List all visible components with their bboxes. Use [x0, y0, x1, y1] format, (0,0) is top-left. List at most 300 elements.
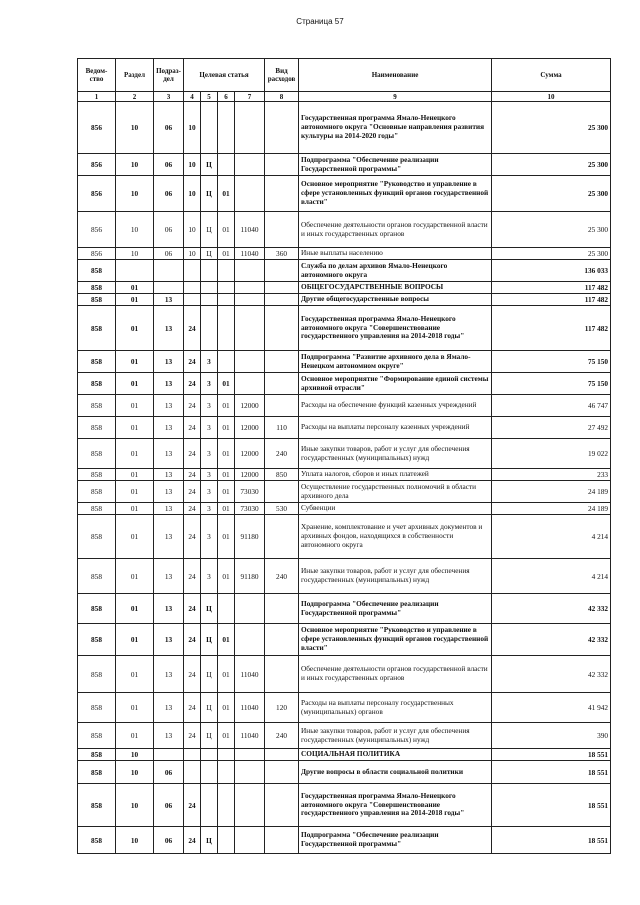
cell-target-program: 24	[184, 624, 201, 656]
cell-name: Подпрограмма "Обеспечение реализации Государственной программы"	[299, 154, 492, 176]
cell-sum: 25 300	[492, 248, 611, 260]
table-row	[78, 373, 611, 395]
cell-razdel: 01	[116, 417, 154, 439]
cell-name: Государственная программа Ямало-Ненецкого автономного округа "Совершенствование государственного управления на 2014-2018 годы"	[299, 784, 492, 827]
table-row	[78, 248, 611, 260]
cell-sum: 42 332	[492, 594, 611, 624]
cell-razdel: 01	[116, 306, 154, 351]
cell-target-event	[218, 761, 235, 784]
cell-expense-type	[265, 749, 299, 761]
table-row	[78, 761, 611, 784]
cell-podrazdel: 13	[154, 373, 184, 395]
cell-target-event: 01	[218, 417, 235, 439]
cell-target-subprogram: 3	[201, 417, 218, 439]
cell-expense-type	[265, 624, 299, 656]
cell-target-event: 01	[218, 693, 235, 723]
cell-expense-type: 850	[265, 469, 299, 481]
cell-name: Расходы на выплаты персоналу государственных (муниципальных) органов	[299, 693, 492, 723]
table-row	[78, 395, 611, 417]
cell-razdel: 01	[116, 503, 154, 515]
cell-expense-type	[265, 784, 299, 827]
table-row	[78, 559, 611, 594]
table-row	[78, 624, 611, 656]
cell-target-program: 24	[184, 784, 201, 827]
cell-expense-type	[265, 395, 299, 417]
cell-podrazdel: 13	[154, 306, 184, 351]
cell-vedomstvo: 858	[78, 481, 116, 503]
cell-target-direction	[235, 594, 265, 624]
cell-name: Уплата налогов, сборов и иных платежей	[299, 469, 492, 481]
cell-razdel: 01	[116, 373, 154, 395]
cell-target-subprogram: Ц	[201, 594, 218, 624]
cell-podrazdel: 13	[154, 503, 184, 515]
cell-podrazdel: 13	[154, 515, 184, 559]
cell-target-event: 01	[218, 559, 235, 594]
cell-target-event	[218, 154, 235, 176]
cell-vedomstvo: 858	[78, 723, 116, 749]
cell-target-event: 01	[218, 248, 235, 260]
cell-name: Расходы на обеспечение функций казенных учреждений	[299, 395, 492, 417]
cell-expense-type	[265, 827, 299, 854]
cell-target-event: 01	[218, 503, 235, 515]
table-row	[78, 469, 611, 481]
cell-target-subprogram	[201, 260, 218, 282]
cell-expense-type	[265, 481, 299, 503]
cell-razdel: 01	[116, 693, 154, 723]
cell-target-direction: 11040	[235, 212, 265, 248]
cell-target-event	[218, 102, 235, 154]
cell-target-program: 24	[184, 481, 201, 503]
cell-razdel: 10	[116, 761, 154, 784]
table-row	[78, 294, 611, 306]
cell-sum: 136 033	[492, 260, 611, 282]
cell-target-event: 01	[218, 469, 235, 481]
cell-sum: 25 300	[492, 154, 611, 176]
cell-razdel: 10	[116, 827, 154, 854]
cell-target-subprogram: Ц	[201, 248, 218, 260]
cell-target-subprogram: 3	[201, 559, 218, 594]
cell-target-program: 24	[184, 656, 201, 693]
cell-vedomstvo: 858	[78, 351, 116, 373]
cell-podrazdel: 13	[154, 469, 184, 481]
cell-podrazdel: 13	[154, 693, 184, 723]
header-sum: Сумма	[492, 59, 611, 92]
cell-name: Расходы на выплаты персоналу казенных учреждений	[299, 417, 492, 439]
cell-vedomstvo: 858	[78, 395, 116, 417]
table-row	[78, 723, 611, 749]
table-row	[78, 439, 611, 469]
cell-target-program: 24	[184, 439, 201, 469]
header-name: Наименование	[299, 59, 492, 92]
column-number: 1	[78, 92, 116, 102]
cell-target-subprogram	[201, 784, 218, 827]
header-podrazdel: Подраз-дел	[154, 59, 184, 92]
cell-name: Иные закупки товаров, работ и услуг для обеспечения государственных (муниципальных) нужд	[299, 723, 492, 749]
cell-sum: 117 482	[492, 294, 611, 306]
cell-expense-type: 530	[265, 503, 299, 515]
cell-podrazdel: 06	[154, 102, 184, 154]
cell-target-event	[218, 294, 235, 306]
cell-target-program: 10	[184, 176, 201, 212]
cell-target-direction: 91180	[235, 559, 265, 594]
cell-target-subprogram: Ц	[201, 827, 218, 854]
cell-name: Государственная программа Ямало-Ненецкого автономного округа "Основные направления развития культуры на 2014-2020 годы"	[299, 102, 492, 154]
page-label: Страница 57	[296, 17, 344, 26]
cell-name: Основное мероприятие "Руководство и управление в сфере установленных функций органов государственной власти"	[299, 624, 492, 656]
cell-target-direction	[235, 154, 265, 176]
cell-vedomstvo: 858	[78, 373, 116, 395]
cell-vedomstvo: 858	[78, 624, 116, 656]
cell-target-subprogram: 3	[201, 503, 218, 515]
table-row	[78, 656, 611, 693]
cell-name: Государственная программа Ямало-Ненецкого автономного округа "Совершенствование государственного управления на 2014-2018 годы"	[299, 306, 492, 351]
cell-target-event: 01	[218, 439, 235, 469]
cell-target-program	[184, 761, 201, 784]
cell-razdel: 10	[116, 212, 154, 248]
cell-name: Основное мероприятие "Формирование единой системы архивной отрасли"	[299, 373, 492, 395]
table-row	[78, 827, 611, 854]
cell-vedomstvo: 858	[78, 559, 116, 594]
cell-sum: 42 332	[492, 656, 611, 693]
cell-podrazdel: 06	[154, 212, 184, 248]
cell-expense-type: 110	[265, 417, 299, 439]
cell-target-subprogram: 3	[201, 351, 218, 373]
cell-podrazdel: 13	[154, 439, 184, 469]
cell-podrazdel: 13	[154, 417, 184, 439]
cell-sum: 4 214	[492, 515, 611, 559]
cell-expense-type	[265, 594, 299, 624]
cell-target-subprogram	[201, 306, 218, 351]
cell-target-program: 24	[184, 417, 201, 439]
cell-expense-type: 240	[265, 439, 299, 469]
cell-sum: 18 551	[492, 827, 611, 854]
header-target: Целевая статья	[184, 59, 265, 92]
cell-name: Обеспечение деятельности органов государственной власти и иных государственных органов	[299, 212, 492, 248]
cell-target-subprogram	[201, 749, 218, 761]
cell-target-event: 01	[218, 212, 235, 248]
cell-razdel: 10	[116, 176, 154, 212]
table-row	[78, 481, 611, 503]
cell-name: Служба по делам архивов Ямало-Ненецкого автономного округа	[299, 260, 492, 282]
cell-name: ОБЩЕГОСУДАРСТВЕННЫЕ ВОПРОСЫ	[299, 282, 492, 294]
cell-target-event: 01	[218, 373, 235, 395]
cell-sum: 233	[492, 469, 611, 481]
column-number: 2	[116, 92, 154, 102]
cell-target-event	[218, 260, 235, 282]
column-number: 6	[218, 92, 235, 102]
cell-target-direction: 11040	[235, 693, 265, 723]
header-vedomstvo: Ведом-ство	[78, 59, 116, 92]
cell-target-program: 24	[184, 723, 201, 749]
cell-expense-type	[265, 282, 299, 294]
cell-razdel: 10	[116, 784, 154, 827]
cell-sum: 27 492	[492, 417, 611, 439]
cell-podrazdel: 06	[154, 176, 184, 212]
cell-vedomstvo: 856	[78, 102, 116, 154]
cell-razdel: 01	[116, 594, 154, 624]
cell-target-direction: 11040	[235, 723, 265, 749]
table-row	[78, 594, 611, 624]
cell-sum: 18 551	[492, 749, 611, 761]
table-row	[78, 102, 611, 154]
cell-name: Иные закупки товаров, работ и услуг для обеспечения государственных (муниципальных) нужд	[299, 559, 492, 594]
table-row	[78, 212, 611, 248]
table-row	[78, 417, 611, 439]
cell-sum: 24 189	[492, 503, 611, 515]
cell-razdel: 01	[116, 481, 154, 503]
column-number: 5	[201, 92, 218, 102]
cell-target-direction	[235, 306, 265, 351]
cell-target-subprogram	[201, 102, 218, 154]
cell-target-direction	[235, 176, 265, 212]
cell-razdel	[116, 260, 154, 282]
cell-podrazdel: 13	[154, 594, 184, 624]
column-number: 7	[235, 92, 265, 102]
cell-name: Иные закупки товаров, работ и услуг для обеспечения государственных (муниципальных) нужд	[299, 439, 492, 469]
cell-vedomstvo: 858	[78, 282, 116, 294]
cell-vedomstvo: 858	[78, 503, 116, 515]
cell-target-direction: 11040	[235, 656, 265, 693]
cell-target-direction	[235, 761, 265, 784]
cell-razdel: 01	[116, 395, 154, 417]
cell-target-direction	[235, 749, 265, 761]
cell-vedomstvo: 858	[78, 693, 116, 723]
cell-vedomstvo: 858	[78, 417, 116, 439]
cell-target-event: 01	[218, 176, 235, 212]
cell-target-event: 01	[218, 656, 235, 693]
cell-razdel: 01	[116, 351, 154, 373]
cell-podrazdel: 13	[154, 294, 184, 306]
cell-sum: 46 747	[492, 395, 611, 417]
cell-target-program: 24	[184, 515, 201, 559]
cell-target-program: 24	[184, 693, 201, 723]
cell-target-event	[218, 749, 235, 761]
header-vid: Вид расходов	[265, 59, 299, 92]
cell-target-subprogram: 3	[201, 469, 218, 481]
cell-expense-type	[265, 212, 299, 248]
cell-target-direction	[235, 784, 265, 827]
cell-vedomstvo: 858	[78, 656, 116, 693]
cell-expense-type: 240	[265, 723, 299, 749]
cell-target-subprogram: 3	[201, 439, 218, 469]
cell-sum: 25 300	[492, 176, 611, 212]
cell-vedomstvo: 858	[78, 306, 116, 351]
cell-target-subprogram	[201, 282, 218, 294]
cell-target-event: 01	[218, 723, 235, 749]
cell-target-program	[184, 260, 201, 282]
table-row	[78, 154, 611, 176]
cell-name: Иные выплаты населению	[299, 248, 492, 260]
cell-name: Другие общегосударственные вопросы	[299, 294, 492, 306]
cell-expense-type	[265, 176, 299, 212]
table-row	[78, 784, 611, 827]
cell-target-subprogram: Ц	[201, 212, 218, 248]
cell-target-program: 24	[184, 469, 201, 481]
cell-target-subprogram	[201, 761, 218, 784]
cell-target-program: 24	[184, 351, 201, 373]
table-row	[78, 693, 611, 723]
cell-razdel: 10	[116, 102, 154, 154]
cell-podrazdel: 06	[154, 154, 184, 176]
cell-sum: 25 300	[492, 102, 611, 154]
cell-target-direction: 73030	[235, 481, 265, 503]
cell-podrazdel	[154, 282, 184, 294]
cell-target-direction	[235, 827, 265, 854]
cell-target-subprogram: 3	[201, 515, 218, 559]
cell-razdel: 01	[116, 559, 154, 594]
cell-vedomstvo: 858	[78, 469, 116, 481]
cell-target-direction: 91180	[235, 515, 265, 559]
cell-expense-type: 120	[265, 693, 299, 723]
cell-target-event: 01	[218, 481, 235, 503]
cell-vedomstvo: 856	[78, 212, 116, 248]
table-row	[78, 260, 611, 282]
cell-name: Обеспечение деятельности органов государственной власти и иных государственных органов	[299, 656, 492, 693]
cell-podrazdel: 13	[154, 481, 184, 503]
cell-target-program	[184, 294, 201, 306]
cell-target-subprogram	[201, 294, 218, 306]
cell-expense-type	[265, 515, 299, 559]
table-row	[78, 176, 611, 212]
table-row	[78, 503, 611, 515]
cell-expense-type	[265, 154, 299, 176]
cell-podrazdel: 06	[154, 827, 184, 854]
cell-expense-type	[265, 656, 299, 693]
cell-podrazdel: 13	[154, 351, 184, 373]
column-number-row	[78, 92, 611, 102]
cell-target-program: 24	[184, 503, 201, 515]
cell-podrazdel: 13	[154, 559, 184, 594]
cell-target-subprogram: Ц	[201, 176, 218, 212]
cell-expense-type	[265, 102, 299, 154]
cell-sum: 18 551	[492, 761, 611, 784]
cell-podrazdel: 06	[154, 761, 184, 784]
column-number: 3	[154, 92, 184, 102]
cell-target-subprogram: 3	[201, 481, 218, 503]
cell-podrazdel: 13	[154, 723, 184, 749]
table-row	[78, 515, 611, 559]
column-number: 9	[299, 92, 492, 102]
cell-target-subprogram: Ц	[201, 624, 218, 656]
cell-target-subprogram: 3	[201, 395, 218, 417]
cell-name: Хранение, комплектование и учет архивных документов и архивных фондов, находящихся в собственности автономного округа	[299, 515, 492, 559]
cell-sum: 24 189	[492, 481, 611, 503]
cell-razdel: 01	[116, 294, 154, 306]
cell-podrazdel: 06	[154, 248, 184, 260]
cell-target-direction: 11040	[235, 248, 265, 260]
cell-target-program: 24	[184, 827, 201, 854]
cell-target-program: 10	[184, 248, 201, 260]
cell-razdel: 10	[116, 749, 154, 761]
cell-sum: 117 482	[492, 282, 611, 294]
cell-podrazdel	[154, 260, 184, 282]
cell-razdel: 01	[116, 282, 154, 294]
cell-name: Подпрограмма "Развитие архивного дела в Ямало-Ненецком автономном округе"	[299, 351, 492, 373]
cell-target-program: 10	[184, 102, 201, 154]
cell-expense-type	[265, 761, 299, 784]
cell-target-event	[218, 827, 235, 854]
cell-target-program	[184, 749, 201, 761]
cell-expense-type	[265, 306, 299, 351]
cell-target-program: 24	[184, 306, 201, 351]
cell-target-direction: 12000	[235, 439, 265, 469]
header-row	[78, 59, 611, 92]
cell-target-event: 01	[218, 624, 235, 656]
cell-target-direction	[235, 102, 265, 154]
cell-target-direction: 73030	[235, 503, 265, 515]
cell-name: Подпрограмма "Обеспечение реализации Государственной программы"	[299, 827, 492, 854]
cell-vedomstvo: 858	[78, 515, 116, 559]
cell-expense-type	[265, 351, 299, 373]
table-row	[78, 749, 611, 761]
cell-sum: 390	[492, 723, 611, 749]
column-number: 8	[265, 92, 299, 102]
cell-vedomstvo: 858	[78, 439, 116, 469]
cell-razdel: 01	[116, 723, 154, 749]
table-row	[78, 351, 611, 373]
cell-podrazdel: 06	[154, 784, 184, 827]
column-number: 4	[184, 92, 201, 102]
cell-target-subprogram: Ц	[201, 693, 218, 723]
cell-sum: 19 022	[492, 439, 611, 469]
cell-sum: 25 300	[492, 212, 611, 248]
cell-vedomstvo: 858	[78, 749, 116, 761]
cell-name: Субвенции	[299, 503, 492, 515]
table-row	[78, 306, 611, 351]
cell-vedomstvo: 856	[78, 248, 116, 260]
cell-name: Подпрограмма "Обеспечение реализации Государственной программы"	[299, 594, 492, 624]
cell-target-event: 01	[218, 395, 235, 417]
cell-sum: 75 150	[492, 373, 611, 395]
cell-expense-type	[265, 373, 299, 395]
cell-name: СОЦИАЛЬНАЯ ПОЛИТИКА	[299, 749, 492, 761]
cell-target-program: 10	[184, 154, 201, 176]
cell-razdel: 01	[116, 439, 154, 469]
cell-target-event: 01	[218, 515, 235, 559]
cell-razdel: 01	[116, 656, 154, 693]
cell-vedomstvo: 858	[78, 784, 116, 827]
cell-vedomstvo: 858	[78, 594, 116, 624]
cell-podrazdel: 13	[154, 624, 184, 656]
cell-razdel: 10	[116, 154, 154, 176]
budget-table	[77, 58, 611, 854]
cell-podrazdel: 13	[154, 656, 184, 693]
cell-target-subprogram: 3	[201, 373, 218, 395]
cell-podrazdel: 13	[154, 395, 184, 417]
cell-target-subprogram: Ц	[201, 656, 218, 693]
cell-target-direction	[235, 294, 265, 306]
cell-sum: 75 150	[492, 351, 611, 373]
cell-expense-type	[265, 260, 299, 282]
cell-target-subprogram: Ц	[201, 154, 218, 176]
cell-razdel: 01	[116, 469, 154, 481]
header-razdel: Раздел	[116, 59, 154, 92]
cell-target-subprogram: Ц	[201, 723, 218, 749]
cell-vedomstvo: 856	[78, 176, 116, 212]
cell-target-event	[218, 306, 235, 351]
cell-target-direction: 12000	[235, 417, 265, 439]
cell-razdel: 01	[116, 515, 154, 559]
cell-vedomstvo: 858	[78, 827, 116, 854]
cell-target-direction	[235, 260, 265, 282]
cell-target-program: 24	[184, 594, 201, 624]
cell-razdel: 01	[116, 624, 154, 656]
cell-vedomstvo: 856	[78, 154, 116, 176]
cell-vedomstvo: 858	[78, 294, 116, 306]
cell-target-program: 24	[184, 559, 201, 594]
cell-name: Другие вопросы в области социальной политики	[299, 761, 492, 784]
cell-expense-type: 240	[265, 559, 299, 594]
